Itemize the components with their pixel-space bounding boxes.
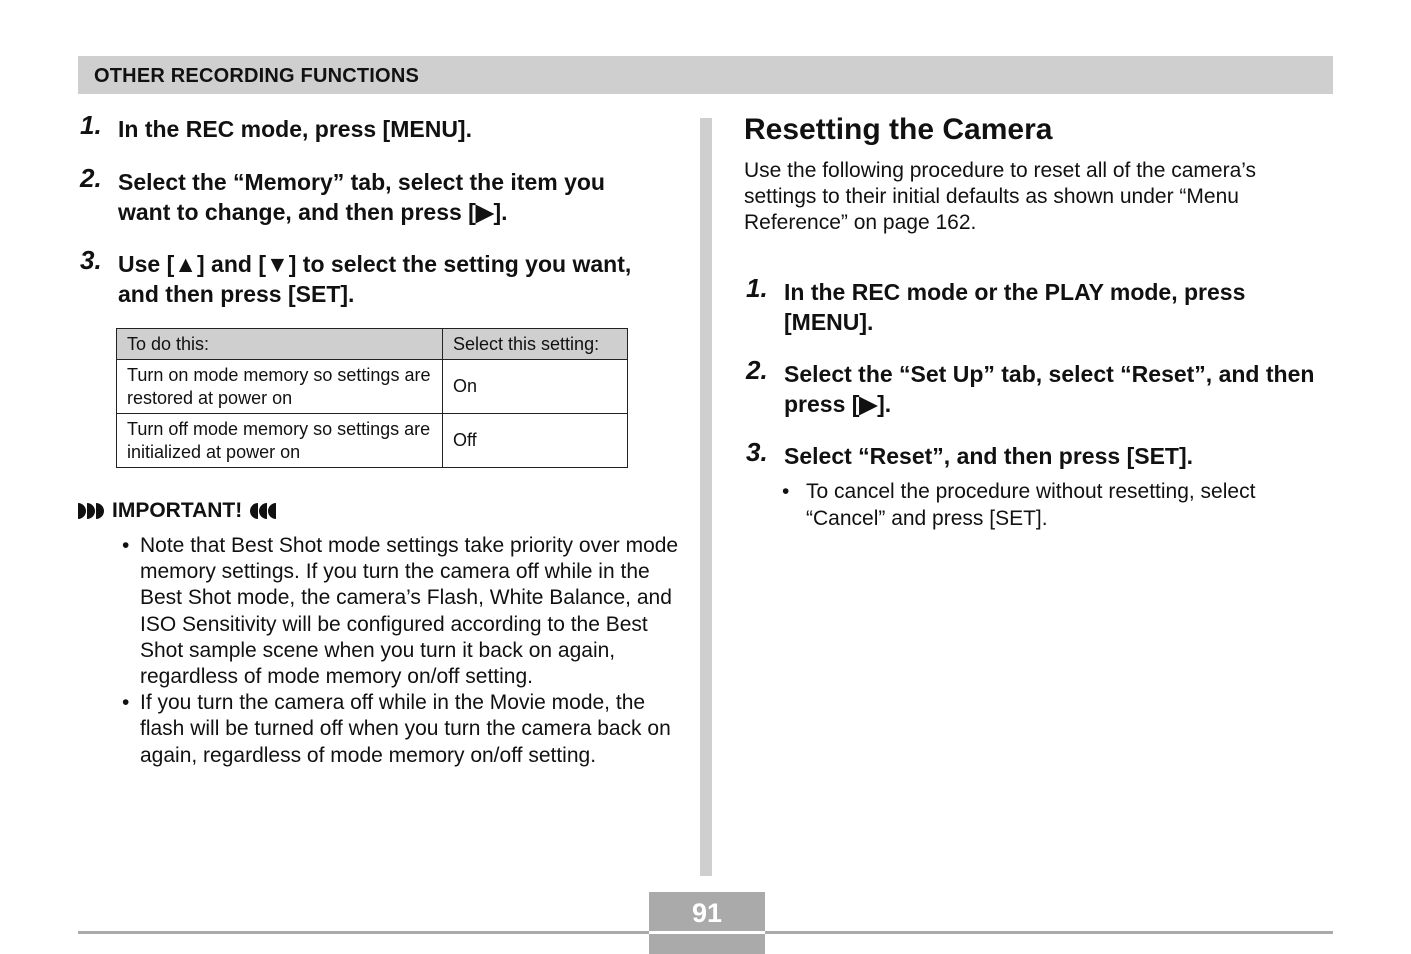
step-text: Select the “Memory” tab, select the item you want to change, and then press [▶]. — [118, 169, 605, 225]
table-cell: Turn off mode memory so settings are initialized at power on — [117, 414, 443, 468]
page-box-stripe — [649, 931, 765, 934]
column-divider — [700, 118, 712, 876]
bullet-text: If you turn the camera off while in the Movie mode, the flash will be turned off when you turn the camera back on again, regardless of mode memory on/off setting. — [140, 691, 671, 767]
bullet-dot-icon: • — [782, 480, 790, 503]
step-number: 2. — [80, 163, 102, 193]
page-number: 91 — [691, 898, 723, 928]
table-row — [117, 414, 628, 468]
step-text: Select the “Set Up” tab, select “Reset”, and then press [▶]. — [784, 361, 1315, 417]
important-bullet-list — [122, 533, 682, 769]
right-step-1 — [746, 273, 1326, 337]
table-cell: Turn on mode memory so settings are restored at power on — [117, 360, 443, 414]
table-cell: On — [443, 360, 628, 414]
step-number: 1. — [80, 110, 102, 140]
step-number: 3. — [80, 245, 102, 275]
table-row — [117, 360, 628, 414]
bullet-text: Note that Best Shot mode settings take priority over mode memory settings. If you turn the camera off while in the Best Shot mode, the camera’s Flash, White Balance, and ISO Sensitivity will be configured according to the Best Shot sample scene when you turn it back on again, regardless of mode memory on/off setting. — [140, 534, 679, 689]
step-number: 1. — [746, 273, 768, 303]
left-step-1 — [80, 110, 680, 144]
settings-table — [116, 328, 628, 468]
table-header-cell: Select this setting: — [443, 329, 628, 360]
step-text: In the REC mode or the PLAY mode, press [MENU]. — [784, 279, 1246, 335]
left-step-3 — [80, 245, 660, 309]
table-cell: Off — [443, 414, 628, 468]
bullet-dot-icon: • — [122, 691, 130, 715]
section-header-title: OTHER RECORDING FUNCTIONS — [94, 65, 419, 87]
section-title: Resetting the Camera — [744, 113, 1053, 146]
note-text: To cancel the procedure without resetting, select “Cancel” and press [SET]. — [806, 480, 1256, 530]
step-text: Select “Reset”, and then press [SET]. — [784, 443, 1194, 469]
section-intro: Use the following procedure to reset all of the camera’s settings to their initial defaults as shown under “Menu Reference” on page 162. — [744, 159, 1257, 234]
important-left-arrows-icon — [250, 503, 276, 519]
important-right-arrows-icon — [78, 503, 104, 519]
step-number: 2. — [746, 355, 768, 385]
step-text: Use [▲] and [▼] to select the setting you want, and then press [SET]. — [118, 251, 632, 307]
section-header-bar — [78, 56, 1333, 94]
important-heading — [78, 499, 276, 523]
page-number-box — [649, 892, 765, 954]
step-note — [782, 478, 1322, 532]
list-item — [122, 533, 682, 690]
right-step-2 — [746, 355, 1326, 419]
list-item — [122, 690, 682, 769]
left-step-2 — [80, 163, 660, 227]
step-number: 3. — [746, 437, 768, 467]
important-label: IMPORTANT! — [112, 499, 243, 522]
bullet-dot-icon: • — [122, 534, 130, 557]
step-text: In the REC mode, press [MENU]. — [118, 116, 472, 142]
right-step-3 — [746, 437, 1326, 471]
table-header-cell: To do this: — [117, 329, 443, 360]
table-header-row — [117, 329, 628, 360]
